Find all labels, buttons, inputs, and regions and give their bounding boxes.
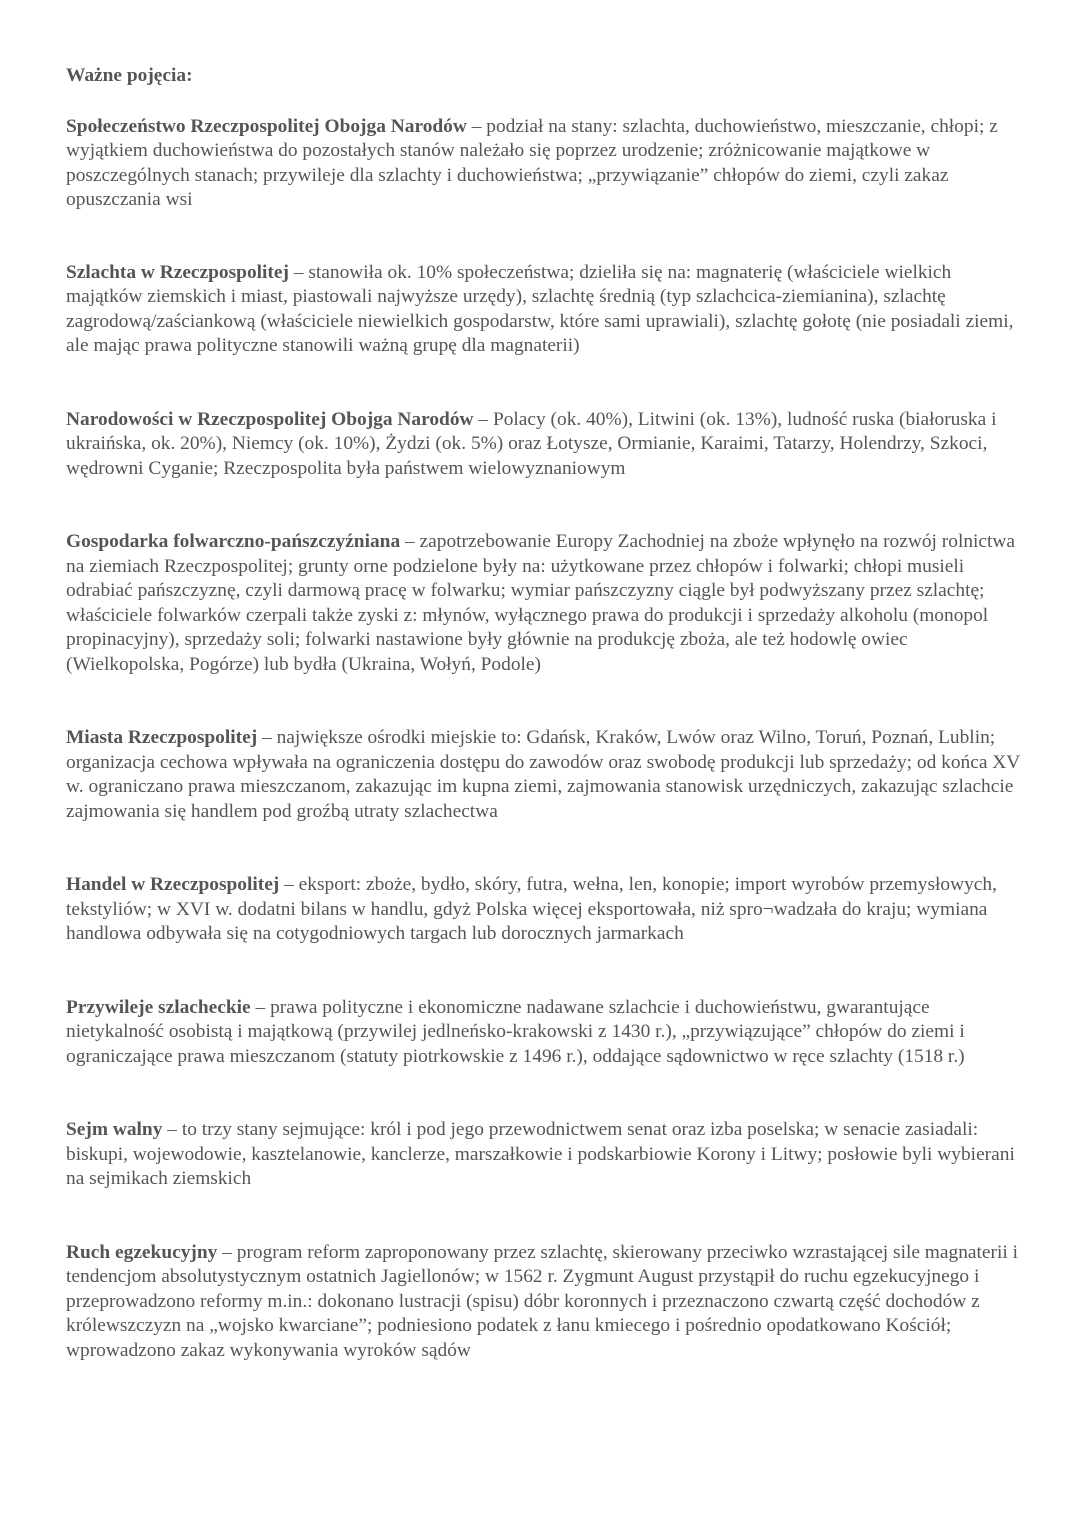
entry-term: Gospodarka folwarczno-pańszczyźniana bbox=[66, 531, 401, 552]
entry-definition: – podział na stany: szlachta, duchowieństwo, mieszczanie, chłopi; z wyjątkiem duchowieństwa do pozostałych stanów należało się poprzez urodzenie; zróżnicowanie majątkowe w poszczególnych stanach; przywileje dla szlachty i duchowieństwa; „przywiązanie” chłopów do ziemi, czyli zakaz opuszczania wsi bbox=[66, 115, 998, 210]
entry-miasta bbox=[66, 726, 1026, 824]
entry-definition: – to trzy stany sejmujące: król i pod jego przewodnictwem senat oraz izba poselska; w senacie zasiadali: biskupi, wojewodowie, kasztelanowie, kanclerze, marszałkowie i podskarbiowie Korony i Litwy; posłowie byli wybierani na sejmikach ziemskich bbox=[66, 1119, 1015, 1189]
entry-definition: – Polacy (ok. 40%), Litwini (ok. 13%), ludność ruska (białoruska i ukraińska, ok. 20%), Niemcy (ok. 10%), Żydzi (ok. 5%) oraz Łotysze, Ormianie, Karaimi, Tatarzy, Holendrzy, Szkoci, wędrowni Cyganie; Rzeczpospolita była państwem wielowyznaniowym bbox=[66, 408, 997, 479]
entry-definition: – eksport: zboże, bydło, skóry, futra, wełna, len, konopie; import wyrobów przemysłowych, tekstyliów; w XVI w. dodatni bilans w handlu, gdyż Polska więcej eksportowała, niż spro¬wadzała do kraju; wymiana handlowa odbywała się na cotygodniowych targach lub dorocznych jarmarkach bbox=[66, 874, 997, 944]
entry-definition: – największe ośrodki miejskie to: Gdańsk, Kraków, Lwów oraz Wilno, Toruń, Poznań, Lublin; organizacja cechowa wpływała na ograniczenia dostępu do zawodów oraz swobodę produkcji lub sprzedaży; od końca XV w. ograniczano prawa mieszczanom, zakazując im kupna ziemi, zajmowania stanowisk urzędniczych, zakazując szlachcie zajmowania się handlem pod groźbą utraty szlachectwa bbox=[66, 727, 1020, 822]
entry-term: Miasta Rzeczpospolitej bbox=[66, 727, 258, 748]
entry-ruch-egzekucyjny bbox=[66, 1241, 1026, 1364]
entry-szlachta bbox=[66, 261, 1026, 359]
document-page bbox=[66, 64, 1026, 1363]
entry-spoleczenstwo bbox=[66, 115, 1026, 213]
entry-definition: – stanowiła ok. 10% społeczeństwa; dzieliła się na: magnaterię (właściciele wielkich majątków ziemskich i miast, piastowali najwyższe urzędy), szlachtę średnią (typ szlachcica-ziemianina), szlachtę zagrodową/zaściankową (właściciele niewielkich gospodarstw, które sami uprawiali), szlachtę gołotę (nie posiadali ziemi, ale mając prawa polityczne stanowili ważną grupę dla magnaterii) bbox=[66, 261, 1014, 356]
entry-term: Narodowości w Rzeczpospolitej Obojga Narodów bbox=[66, 408, 474, 430]
entry-term: Ruch egzekucyjny bbox=[66, 1241, 218, 1263]
entry-term: Sejm walny bbox=[66, 1119, 163, 1140]
entry-handel bbox=[66, 873, 1026, 947]
entry-definition: – zapotrzebowanie Europy Zachodniej na zboże wpłynęło na rozwój rolnictwa na ziemiach Rzeczpospolitej; grunty orne podzielone były na: użytkowane przez chłopów i folwarki; chłopi musieli odrabiać pańszczyznę, czyli darmową pracę w folwarku; wymiar pańszczyzny ciągle był podwyższany przez szlachtę; właściciele folwarków czerpali także zyski z: młynów, wyłącznego prawa do produkcji i sprzedaży alkoholu (monopol propinacyjny), sprzedaży soli; folwarki nastawione były głównie na produkcję zboża, ale też hodowlę owiec (Wielkopolska, Pogórze) lub bydła (Ukraina, Wołyń, Podole) bbox=[66, 531, 1016, 675]
entry-term: Szlachta w Rzeczpospolitej bbox=[66, 261, 289, 283]
entry-definition: – prawa polityczne i ekonomiczne nadawane szlachcie i duchowieństwu, gwarantujące nietykalność osobistą i majątkową (przywilej jedlneńsko-krakowski z 1430 r.), „przywiązujące” chłopów do ziemi i ograniczające prawa mieszczanom (statuty piotrkowskie z 1496 r.), oddające sądownictwo w ręce szlachty (1518 r.) bbox=[66, 996, 965, 1067]
entry-definition: – program reform zaproponowany przez szlachtę, skierowany przeciwko wzrastającej sile magnaterii i tendencjom absolutystycznym ostatnich Jagiellonów; w 1562 r. Zygmunt August przystąpił do ruchu egzekucyjnego i przeprowadzono reformy m.in.: dokonano lustracji (spisu) dóbr koronnych i przeznaczono czwartą część dochodów z królewszczyzn na „wojsko kwarciane”; podniesiono podatek z łanu kmiecego i pośrednio opodatkowano Kościół; wprowadzono zakaz wykonywania wyroków sądów bbox=[66, 1241, 1018, 1361]
entry-sejm bbox=[66, 1118, 1026, 1192]
page-heading: Ważne pojęcia: bbox=[66, 65, 193, 86]
entry-term: Społeczeństwo Rzeczpospolitej Obojga Narodów bbox=[66, 115, 467, 137]
entry-term: Handel w Rzeczpospolitej bbox=[66, 874, 280, 895]
entry-gospodarka bbox=[66, 530, 1026, 677]
entry-term: Przywileje szlacheckie bbox=[66, 996, 251, 1018]
entry-przywileje bbox=[66, 996, 1026, 1070]
entry-narodowosci bbox=[66, 408, 1026, 482]
